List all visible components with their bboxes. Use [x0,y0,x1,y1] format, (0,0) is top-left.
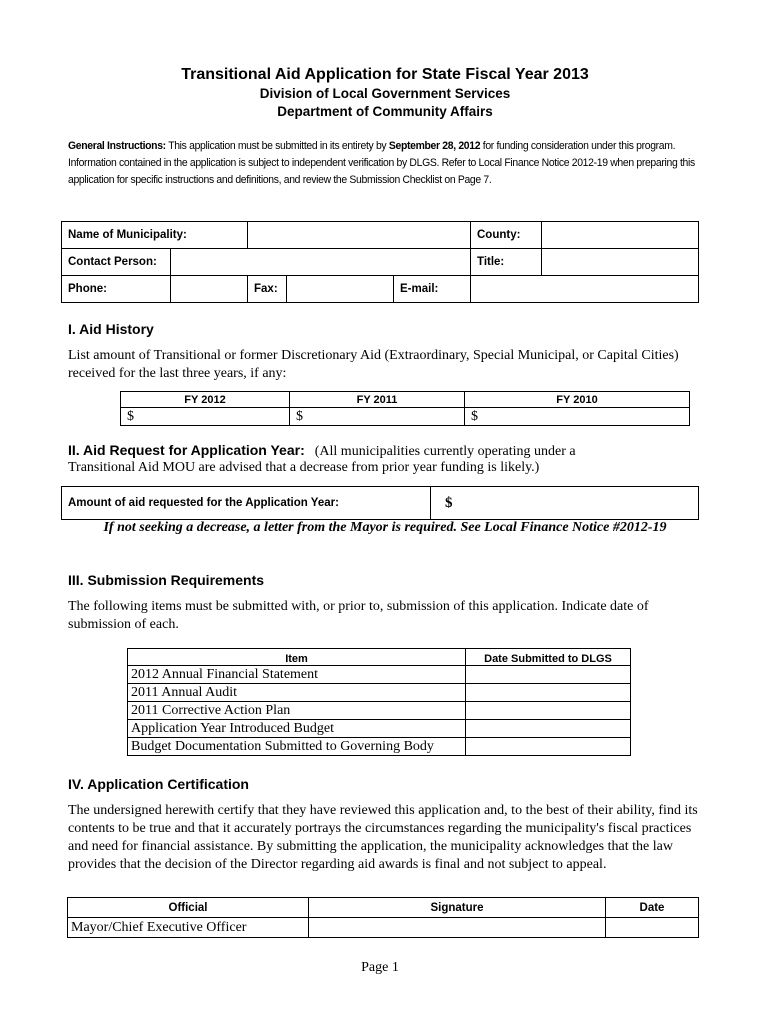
department-subtitle: Department of Community Affairs [277,104,493,119]
date-column-header: Date [606,898,699,918]
submission-item: Application Year Introduced Budget [128,720,466,738]
signature-column-header: Signature [309,898,606,918]
submission-date-field[interactable] [466,738,631,756]
official-column-header: Official [68,898,309,918]
amount-requested-field[interactable]: $ [431,487,699,520]
municipality-label: Name of Municipality: [62,222,248,249]
submission-date-field[interactable] [466,684,631,702]
official-title: Mayor/Chief Executive Officer [68,918,309,938]
submission-item: 2012 Annual Financial Statement [128,666,466,684]
title-field[interactable] [542,249,699,276]
section-2-text-cont: Transitional Aid MOU are advised that a decrease from prior year funding is likely.) [68,460,540,475]
submission-item: Budget Documentation Submitted to Governing Body [128,738,466,756]
section-1-heading: I. Aid History [68,321,154,337]
item-column-header: Item [128,649,466,666]
section-3-text: The following items must be submitted with, or prior to, submission of this application. Indicate date of submission of each. [68,599,649,632]
instructions-label: General Instructions: [68,140,166,152]
county-field[interactable] [542,222,699,249]
signature-field[interactable] [309,918,606,938]
fax-field[interactable] [287,276,394,303]
table-row [128,738,631,756]
page-number: Page 1 [361,960,399,975]
submission-item: 2011 Annual Audit [128,684,466,702]
fy-2012-header: FY 2012 [121,392,290,408]
certification-table [67,897,699,938]
phone-field[interactable] [171,276,248,303]
amount-requested-label: Amount of aid requested for the Application Year: [62,487,431,520]
title-label: Title: [471,249,542,276]
aid-request-table [61,486,699,520]
section-3-heading: III. Submission Requirements [68,572,265,588]
municipality-field[interactable] [248,222,471,249]
submission-date-field[interactable] [466,666,631,684]
email-field[interactable] [471,276,699,303]
table-row [68,918,699,938]
county-label: County: [471,222,542,249]
fy-2010-amount[interactable]: $ [465,408,690,426]
instructions-text-1: This application must be submitted in its entirety by [168,140,387,152]
fax-label: Fax: [248,276,287,303]
fy-2011-header: FY 2011 [290,392,465,408]
fy-2011-amount[interactable]: $ [290,408,465,426]
date-submitted-column-header: Date Submitted to DLGS [466,649,631,666]
table-row [128,702,631,720]
phone-label: Phone: [62,276,171,303]
section-4-text: The undersigned herewith certify that they have reviewed this application and, to the best of their ability, find its contents to be true and that it accurately portrays the circumstances regarding the municipality's fiscal practices and need for financial assistance. By submitting the application, the municipality acknowledges that the law provides that the decision of the Director regarding aid awards is final and not subject to appeal. [68,803,698,872]
submission-item: 2011 Corrective Action Plan [128,702,466,720]
date-field[interactable] [606,918,699,938]
fy-2012-amount[interactable]: $ [121,408,290,426]
section-1-text: List amount of Transitional or former Discretionary Aid (Extraordinary, Special Municipal, or Capital Cities) received for the last three years, if any: [68,348,679,381]
fy-2010-header: FY 2010 [465,392,690,408]
table-row [128,720,631,738]
mayor-letter-note: If not seeking a decrease, a letter from the Mayor is required. See Local Finance Notice #2012-19 [103,520,667,535]
section-4-heading: IV. Application Certification [68,776,249,792]
aid-history-table [120,391,690,426]
contact-person-field[interactable] [171,249,471,276]
general-instructions [68,138,700,189]
submission-date-field[interactable] [466,720,631,738]
municipality-info-table [61,221,699,303]
page-title: Transitional Aid Application for State Fiscal Year 2013 [181,66,589,83]
division-subtitle: Division of Local Government Services [259,86,511,101]
submission-date-field[interactable] [466,702,631,720]
section-2-heading: II. Aid Request for Application Year: [68,442,305,458]
table-row [128,684,631,702]
contact-person-label: Contact Person: [62,249,171,276]
email-label: E-mail: [394,276,471,303]
section-2-text-inline: (All municipalities currently operating under a [314,444,576,459]
table-row [128,666,631,684]
section-2-header [68,441,708,461]
instructions-text-2: for funding consideration under this program. Information contained in the application is subject to independent verification by DLGS. Refer to Local Finance Notice 2012-19 when preparing this application for specific instructions and definitions, and review the Submission Checklist on Page 7. [68,140,695,186]
submission-table [127,648,631,756]
instructions-deadline: September 28, 2012 [388,140,481,152]
